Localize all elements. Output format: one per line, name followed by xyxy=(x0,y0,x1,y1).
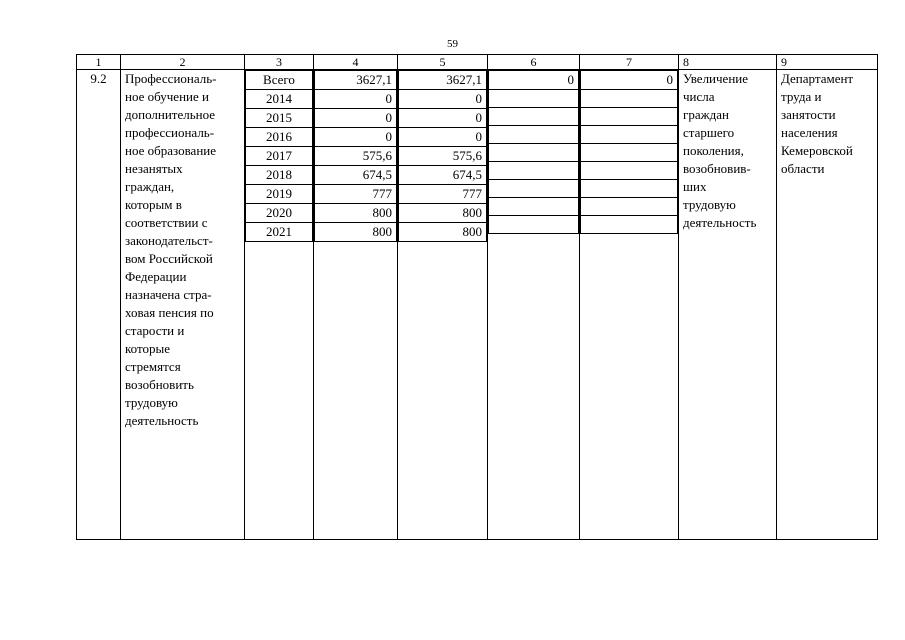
col5-value-row xyxy=(399,185,487,204)
col7-value-row xyxy=(581,90,678,108)
program-table xyxy=(76,54,878,540)
col7-value-row xyxy=(581,198,678,216)
header-cell-1: 1 xyxy=(77,55,121,70)
year-cell: 2014 xyxy=(246,90,313,109)
col5-value-row xyxy=(399,166,487,185)
header-row xyxy=(77,55,878,70)
col7-value-cell xyxy=(581,216,678,234)
col6-list xyxy=(488,70,579,234)
col4-value-row xyxy=(315,109,397,128)
year-cell: 2020 xyxy=(246,204,313,223)
header-cell-6: 6 xyxy=(488,55,580,70)
col4-value-cell: 0 xyxy=(315,90,397,109)
col4-value-row xyxy=(315,166,397,185)
col5-value-cell: 674,5 xyxy=(399,166,487,185)
table-row xyxy=(77,70,878,540)
header-cell-2: 2 xyxy=(121,55,245,70)
col5-value-cell: 0 xyxy=(399,128,487,147)
col4-list xyxy=(314,70,397,242)
header-cell-4: 4 xyxy=(314,55,398,70)
col5-value-row xyxy=(399,204,487,223)
years-list xyxy=(245,70,313,242)
col6-value-cell xyxy=(489,180,579,198)
row-description: Профессиональ- ное обучение и дополнительное профессиональ- ное образование незанятых граждан, которым в соответствии с законодательст- вом Российской Федерации назначена стра- ховая пенсия по старости и которые стремятся возобновить трудовую деятельность xyxy=(121,70,245,540)
col7-value-cell xyxy=(581,198,678,216)
col7-value-cell xyxy=(581,108,678,126)
col6-value-row xyxy=(489,162,579,180)
year-cell: 2017 xyxy=(246,147,313,166)
executor: Департамент труда и занятости населения Кемеровской области xyxy=(777,70,878,540)
col6-value-row xyxy=(489,198,579,216)
col6-value-row xyxy=(489,180,579,198)
year-row xyxy=(246,185,313,204)
col7-value-row xyxy=(581,162,678,180)
col7-value-row xyxy=(581,126,678,144)
col4-value-cell: 3627,1 xyxy=(315,71,397,90)
col4-value-cell: 777 xyxy=(315,185,397,204)
col4-value-row xyxy=(315,185,397,204)
header-cell-3: 3 xyxy=(245,55,314,70)
col5-list xyxy=(398,70,487,242)
col4-value-cell: 0 xyxy=(315,109,397,128)
col6-value-cell: 0 xyxy=(489,71,579,90)
col7-value-cell xyxy=(581,162,678,180)
col7-value-cell xyxy=(581,90,678,108)
col6-value-row xyxy=(489,144,579,162)
year-row xyxy=(246,166,313,185)
col4-value-cell: 800 xyxy=(315,223,397,242)
col4-value-row xyxy=(315,128,397,147)
col7-value-row xyxy=(581,71,678,90)
col6-value-cell xyxy=(489,162,579,180)
col7-value-row xyxy=(581,144,678,162)
col7-list xyxy=(580,70,678,234)
header-cell-5: 5 xyxy=(398,55,488,70)
col7-value-row xyxy=(581,108,678,126)
col6-value-cell xyxy=(489,144,579,162)
year-row xyxy=(246,223,313,242)
year-cell: Всего xyxy=(246,71,313,90)
col7-values xyxy=(580,70,679,540)
col6-value-cell xyxy=(489,198,579,216)
year-cell: 2015 xyxy=(246,109,313,128)
col5-value-cell: 800 xyxy=(399,223,487,242)
col4-value-cell: 575,6 xyxy=(315,147,397,166)
col4-values xyxy=(314,70,398,540)
year-row xyxy=(246,204,313,223)
col7-value-cell xyxy=(581,126,678,144)
col7-value-row xyxy=(581,180,678,198)
expected-result: Увеличение числа граждан старшего поколения, возобновив- ших трудовую деятельность xyxy=(679,70,777,540)
year-cell: 2021 xyxy=(246,223,313,242)
col6-value-row xyxy=(489,71,579,90)
col5-value-cell: 777 xyxy=(399,185,487,204)
col4-value-cell: 0 xyxy=(315,128,397,147)
col5-values xyxy=(398,70,488,540)
col4-value-row xyxy=(315,90,397,109)
col6-value-row xyxy=(489,90,579,108)
col7-value-cell: 0 xyxy=(581,71,678,90)
col5-value-cell: 0 xyxy=(399,109,487,128)
col5-value-row xyxy=(399,71,487,90)
col5-value-row xyxy=(399,223,487,242)
col5-value-row xyxy=(399,109,487,128)
row-id: 9.2 xyxy=(77,70,121,540)
col4-value-row xyxy=(315,71,397,90)
col6-value-cell xyxy=(489,90,579,108)
col4-value-cell: 674,5 xyxy=(315,166,397,185)
year-cell: 2016 xyxy=(246,128,313,147)
col6-value-cell xyxy=(489,126,579,144)
year-row xyxy=(246,128,313,147)
col7-value-cell xyxy=(581,180,678,198)
col4-value-row xyxy=(315,223,397,242)
col4-value-cell: 800 xyxy=(315,204,397,223)
col4-value-row xyxy=(315,204,397,223)
col5-value-cell: 575,6 xyxy=(399,147,487,166)
col7-value-cell xyxy=(581,144,678,162)
col5-value-cell: 0 xyxy=(399,90,487,109)
col4-value-row xyxy=(315,147,397,166)
page-number: 59 xyxy=(447,38,458,50)
year-row xyxy=(246,90,313,109)
col6-value-cell xyxy=(489,216,579,234)
year-row xyxy=(246,109,313,128)
col6-value-row xyxy=(489,216,579,234)
col5-value-row xyxy=(399,147,487,166)
year-cell: 2018 xyxy=(246,166,313,185)
year-row xyxy=(246,147,313,166)
col5-value-cell: 800 xyxy=(399,204,487,223)
col5-value-cell: 3627,1 xyxy=(399,71,487,90)
header-cell-9: 9 xyxy=(777,55,878,70)
year-row xyxy=(246,71,313,90)
year-cell: 2019 xyxy=(246,185,313,204)
col6-values xyxy=(488,70,580,540)
col5-value-row xyxy=(399,128,487,147)
col6-value-row xyxy=(489,108,579,126)
col6-value-row xyxy=(489,126,579,144)
header-cell-7: 7 xyxy=(580,55,679,70)
col5-value-row xyxy=(399,90,487,109)
header-cell-8: 8 xyxy=(679,55,777,70)
col6-value-cell xyxy=(489,108,579,126)
col7-value-row xyxy=(581,216,678,234)
years-column xyxy=(245,70,314,540)
